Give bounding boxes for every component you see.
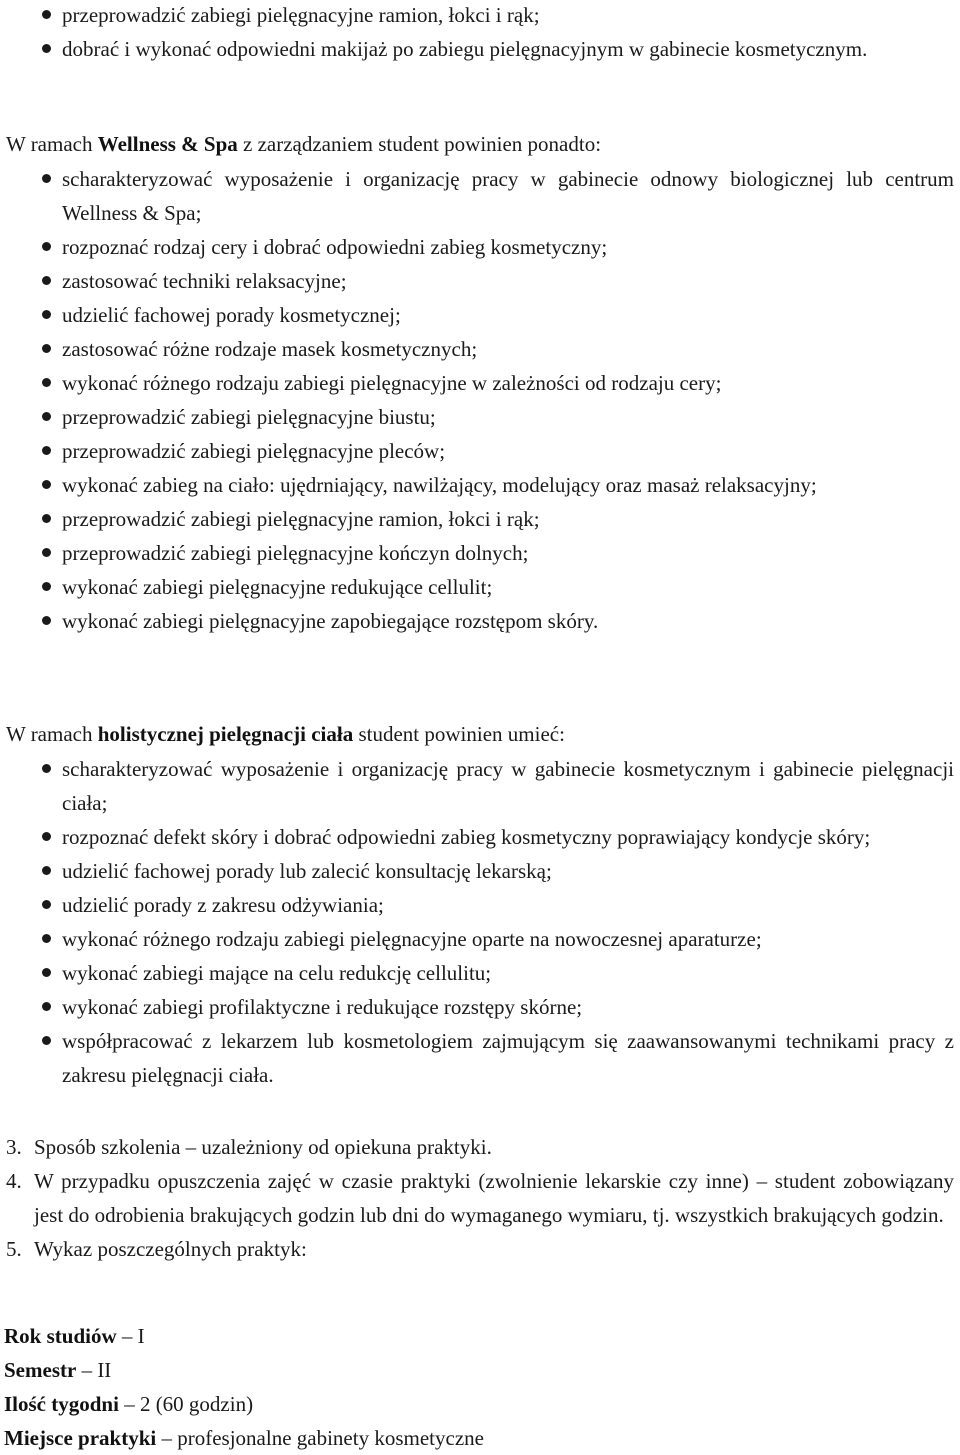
item-number: 4.	[6, 1169, 22, 1193]
list-item	[0, 332, 960, 366]
list-item-text: przeprowadzić zabiegi pielęgnacyjne pleców;	[62, 439, 446, 463]
top-bullet-list	[0, 0, 960, 66]
numbered-item-text: Wykaz poszczególnych praktyk:	[34, 1237, 307, 1261]
intro-bold-term: holistycznej pielęgnacji ciała	[97, 722, 354, 746]
list-item	[0, 820, 960, 854]
bullet-icon	[42, 174, 51, 183]
numbered-list	[0, 1130, 960, 1266]
numbered-item	[0, 1130, 960, 1164]
list-item-text: wykonać zabiegi pielęgnacyjne zapobiegające rozstępom skóry.	[62, 609, 599, 633]
info-label: Semestr	[4, 1358, 77, 1382]
bullet-icon	[42, 934, 51, 943]
holistic-intro	[0, 717, 960, 751]
bullet-icon	[42, 764, 51, 773]
list-item-text: scharakteryzować wyposażenie i organizację pracy w gabinecie kosmetycznym i gabinecie pielęgnacji ciała;	[62, 757, 954, 815]
list-item	[0, 366, 960, 400]
list-item	[0, 956, 960, 990]
list-item-text: zastosować techniki relaksacyjne;	[62, 269, 347, 293]
list-item-text: udzielić porady z zakresu odżywiania;	[62, 893, 384, 917]
bullet-icon	[42, 310, 51, 319]
list-item	[0, 434, 960, 468]
intro-bold-term: Wellness & Spa	[97, 132, 238, 156]
list-item-text: wykonać zabiegi pielęgnacyjne redukujące cellulit;	[62, 575, 493, 599]
list-item	[0, 0, 960, 32]
info-label: Rok studiów	[4, 1324, 117, 1348]
list-item	[0, 922, 960, 956]
intro-prefix: W ramach	[6, 132, 98, 156]
bullet-icon	[42, 1002, 51, 1011]
list-item	[0, 536, 960, 570]
bullet-icon	[42, 514, 51, 523]
list-item	[0, 468, 960, 502]
bullet-icon	[42, 548, 51, 557]
list-item-text: scharakteryzować wyposażenie i organizację pracy w gabinecie odnowy biologicznej lub centrum Wellness & Spa;	[62, 167, 954, 225]
bullet-icon	[42, 242, 51, 251]
intro-suffix: z zarządzaniem student powinien ponadto:	[237, 132, 602, 156]
bullet-icon	[42, 480, 51, 489]
list-item-text: udzielić fachowej porady kosmetycznej;	[62, 303, 401, 327]
wellness-intro	[0, 127, 960, 161]
list-item-text: współpracować z lekarzem lub kosmetologiem zajmującym się zaawansowanymi technikami pracy z zakresu pielęgnacji ciała.	[62, 1029, 954, 1087]
bullet-icon	[42, 900, 51, 909]
info-value: – I	[116, 1324, 145, 1348]
numbered-item-text: Sposób szkolenia – uzależniony od opiekuna praktyki.	[34, 1135, 492, 1159]
list-item-text: zastosować różne rodzaje masek kosmetycznych;	[62, 337, 478, 361]
bullet-icon	[42, 344, 51, 353]
info-value: – 2 (60 godzin)	[118, 1392, 254, 1416]
list-item	[0, 298, 960, 332]
bullet-icon	[42, 10, 51, 19]
list-item-text: przeprowadzić zabiegi pielęgnacyjne ramion, łokci i rąk;	[62, 3, 540, 27]
info-label: Ilość tygodni	[4, 1392, 119, 1416]
intro-prefix: W ramach	[6, 722, 98, 746]
bullet-icon	[42, 866, 51, 875]
list-item-text: wykonać zabiegi profilaktyczne i redukujące rozstępy skórne;	[62, 995, 583, 1019]
bullet-icon	[42, 378, 51, 387]
list-item	[0, 502, 960, 536]
info-value: – profesjonalne gabinety kosmetyczne	[156, 1426, 484, 1450]
list-item-text: wykonać różnego rodzaju zabiegi pielęgnacyjne w zależności od rodzaju cery;	[62, 371, 722, 395]
wellness-bullet-list	[0, 162, 960, 638]
numbered-item-text: W przypadku opuszczenia zajęć w czasie praktyki (zwolnienie lekarskie czy inne) – student zobowiązany jest do odrobienia brakujących godzin lub dni do wymaganego wymiaru, tj. wszystkich brakujących godzin.	[34, 1169, 954, 1227]
list-item-text: wykonać zabieg na ciało: ujędrniający, nawilżający, modelujący oraz masaż relaksacyjny;	[62, 473, 817, 497]
numbered-item	[0, 1164, 960, 1232]
info-row-place	[0, 1421, 960, 1455]
list-item	[0, 1024, 960, 1092]
info-row-weeks	[0, 1387, 960, 1421]
numbered-item	[0, 1232, 960, 1266]
list-item-text: rozpoznać rodzaj cery i dobrać odpowiedni zabieg kosmetyczny;	[62, 235, 608, 259]
item-number: 3.	[6, 1135, 22, 1159]
list-item-text: dobrać i wykonać odpowiedni makijaż po zabiegu pielęgnacyjnym w gabinecie kosmetycznym.	[62, 37, 868, 61]
info-row-semester	[0, 1353, 960, 1387]
list-item-text: przeprowadzić zabiegi pielęgnacyjne kończyn dolnych;	[62, 541, 529, 565]
bullet-icon	[42, 968, 51, 977]
bullet-icon	[42, 446, 51, 455]
info-value: – II	[76, 1358, 112, 1382]
intro-suffix: student powinien umieć:	[353, 722, 565, 746]
bullet-icon	[42, 616, 51, 625]
list-item-text: wykonać różnego rodzaju zabiegi pielęgnacyjne oparte na nowoczesnej aparaturze;	[62, 927, 762, 951]
list-item-text: przeprowadzić zabiegi pielęgnacyjne biustu;	[62, 405, 436, 429]
list-item	[0, 604, 960, 638]
bullet-icon	[42, 582, 51, 591]
holistic-bullet-list	[0, 752, 960, 1092]
bullet-icon	[42, 412, 51, 421]
list-item-text: przeprowadzić zabiegi pielęgnacyjne ramion, łokci i rąk;	[62, 507, 540, 531]
item-number: 5.	[6, 1237, 22, 1261]
practice-info	[0, 1319, 960, 1455]
bullet-icon	[42, 44, 51, 53]
list-item	[0, 400, 960, 434]
bullet-icon	[42, 832, 51, 841]
bullet-icon	[42, 1036, 51, 1045]
list-item	[0, 230, 960, 264]
list-item-text: udzielić fachowej porady lub zalecić konsultację lekarską;	[62, 859, 552, 883]
list-item	[0, 32, 960, 66]
list-item	[0, 854, 960, 888]
list-item	[0, 570, 960, 604]
list-item-text: wykonać zabiegi mające na celu redukcję cellulitu;	[62, 961, 492, 985]
list-item	[0, 888, 960, 922]
list-item	[0, 752, 960, 820]
list-item	[0, 162, 960, 230]
list-item	[0, 990, 960, 1024]
info-row-year	[0, 1319, 960, 1353]
list-item	[0, 264, 960, 298]
list-item-text: rozpoznać defekt skóry i dobrać odpowiedni zabieg kosmetyczny poprawiający kondycje skóry;	[62, 825, 871, 849]
bullet-icon	[42, 276, 51, 285]
info-label: Miejsce praktyki	[4, 1426, 157, 1450]
